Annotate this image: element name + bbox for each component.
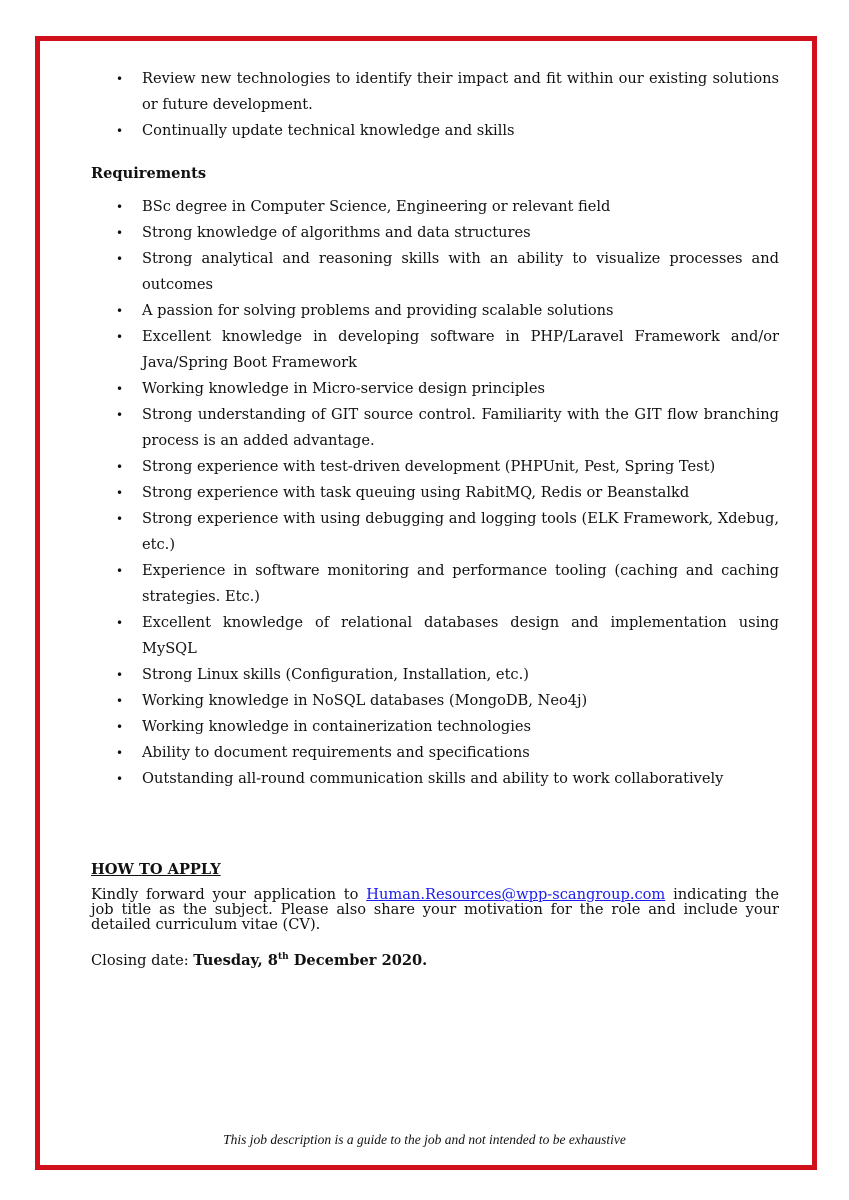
bullet-icon: • (116, 72, 124, 86)
list-item: • Strong experience with test-driven development (PHPUnit, Pest, Spring Test) (91, 454, 779, 480)
list-item: • Strong experience with task queuing using RabitMQ, Redis or Beanstalkd (91, 480, 779, 506)
list-item: • Strong understanding of GIT source control. Familiarity with the GIT flow branching process is an added advantage. (91, 402, 779, 454)
continued-bullet-list (91, 66, 779, 144)
bullet-icon: • (116, 694, 124, 708)
bullet-icon: • (116, 226, 124, 240)
list-item: • Strong analytical and reasoning skills with an ability to visualize processes and outcomes (91, 246, 779, 298)
list-item: • Strong Linux skills (Configuration, Installation, etc.) (91, 662, 779, 688)
list-item: • Ability to document requirements and specifications (91, 740, 779, 766)
bullet-icon: • (116, 486, 124, 500)
how-to-apply-heading: HOW TO APPLY (91, 861, 221, 878)
bullet-icon: • (116, 512, 124, 526)
bullet-icon: • (116, 564, 124, 578)
bullet-icon: • (116, 616, 124, 630)
bullet-icon: • (116, 460, 124, 474)
list-item: • Strong experience with using debugging and logging tools (ELK Framework, Xdebug, etc.) (91, 506, 779, 558)
bullet-icon: • (116, 382, 124, 396)
how-to-apply-paragraph: Kindly forward your application to Human.Resources@wpp-scangroup.com indicating the job title as the subject. Please also share your motivation for the role and include your detailed curriculum vitae (CV). (91, 886, 779, 933)
list-item: • Strong knowledge of algorithms and data structures (91, 220, 779, 246)
list-item: • Excellent knowledge of relational databases design and implementation using MySQL (91, 610, 779, 662)
bullet-icon: • (116, 304, 124, 318)
list-item: • Outstanding all-round communication skills and ability to work collaboratively (91, 766, 779, 792)
list-item: • Experience in software monitoring and performance tooling (caching and caching strategies. Etc.) (91, 558, 779, 610)
list-item: • BSc degree in Computer Science, Engineering or relevant field (91, 194, 779, 220)
document-body (91, 66, 779, 969)
bullet-icon: • (116, 330, 124, 344)
list-item: • A passion for solving problems and providing scalable solutions (91, 298, 779, 324)
application-email-link[interactable]: Human.Resources@wpp-scangroup.com (366, 886, 666, 903)
list-item: • Review new technologies to identify their impact and fit within our existing solutions or future development. (91, 66, 779, 118)
list-item: • Working knowledge in Micro-service design principles (91, 376, 779, 402)
list-item: • Excellent knowledge in developing software in PHP/Laravel Framework and/or Java/Spring Boot Framework (91, 324, 779, 376)
requirements-heading: Requirements (91, 165, 207, 182)
list-item: • Continually update technical knowledge and skills (91, 118, 779, 144)
closing-date: Closing date: Tuesday, 8th December 2020. (91, 951, 428, 969)
bullet-icon: • (116, 408, 124, 422)
requirements-list (91, 194, 779, 792)
bullet-icon: • (116, 772, 124, 786)
bullet-icon: • (116, 124, 124, 138)
bullet-icon: • (116, 668, 124, 682)
bullet-icon: • (116, 200, 124, 214)
footer-disclaimer: This job description is a guide to the job and not intended to be exhaustive (223, 1132, 626, 1147)
closing-date-value: Tuesday, 8th December 2020. (193, 951, 428, 969)
bullet-icon: • (116, 252, 124, 266)
bullet-icon: • (116, 746, 124, 760)
list-item: • Working knowledge in NoSQL databases (MongoDB, Neo4j) (91, 688, 779, 714)
list-item: • Working knowledge in containerization technologies (91, 714, 779, 740)
bullet-icon: • (116, 720, 124, 734)
